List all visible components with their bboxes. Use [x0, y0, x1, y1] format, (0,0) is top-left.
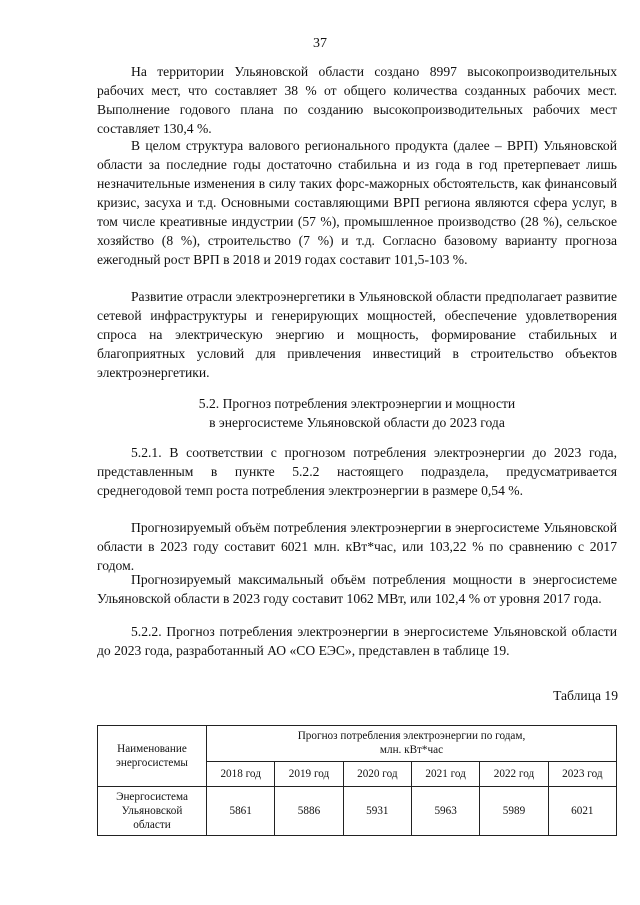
- header-forecast-line-2: млн. кВт*час: [379, 744, 444, 757]
- header-system-name: Наименование энергосистемы: [98, 726, 207, 787]
- value-2022: 5989: [480, 787, 548, 836]
- header-year-2018: 2018 год: [207, 761, 275, 786]
- forecast-table: [97, 725, 617, 836]
- header-forecast-line-1: Прогноз потребления электроэнергии по годам,: [297, 730, 526, 743]
- value-2023: 6021: [548, 787, 616, 836]
- header-year-2020: 2020 год: [343, 761, 411, 786]
- section-heading-line-2: в энергосистеме Ульяновской области до 2023 года: [209, 415, 505, 430]
- header-year-2019: 2019 год: [275, 761, 343, 786]
- value-2020: 5931: [343, 787, 411, 836]
- paragraph-5-2-1: 5.2.1. В соответствии с прогнозом потребления электроэнергии до 2023 года, представленным в пункте 5.2.2 настоящего подраздела, предусматривается среднегодовой темп роста потребления электроэнергии в размере 0,54 %.: [97, 445, 617, 498]
- header-year-2023: 2023 год: [548, 761, 616, 786]
- paragraph-grp-structure: В целом структура валового регионального продукта (далее – ВРП) Ульяновской области за последние годы достаточно стабильна и из года в год претерпевает лишь незначительные изменения в силу таких форс-мажорных обстоятельств, как финансовый кризис, засуха и т.д. Основными составляющими ВРП региона являются сфера услуг, в том числе креативные индустрии (57 %), промышленное производство (28 %), сельское хозяйство (8 %), строительство (7 %) и т.д. Согласно базовому варианту прогноза ежегодный рост ВРП в 2018 и 2019 годах составит 101,5-103 %.: [97, 138, 617, 267]
- section-heading-line-1: 5.2. Прогноз потребления электроэнергии и мощности: [198, 396, 516, 411]
- table-header-row: [98, 726, 617, 762]
- paragraph-energy-development: Развитие отрасли электроэнергетики в Ульяновской области предполагает развитие сетевой инфраструктуры и генерирующих мощностей, обеспечение удовлетворения спроса на электрическую энергию и мощность, формирование стабильных и благоприятных условий для привлечения инвестиций в строительство объектов электроэнергетики.: [97, 289, 617, 380]
- value-2021: 5963: [411, 787, 479, 836]
- row-system-name: [98, 787, 207, 836]
- section-heading: [97, 394, 617, 432]
- row-name-line-1: Энергосистема: [116, 791, 188, 803]
- paragraph-power-forecast: Прогнозируемый максимальный объём потребления мощности в энергосистеме Ульяновской области в 2023 году составит 1062 МВт, или 102,4 % от уровня 2017 года.: [97, 572, 617, 606]
- paragraph-high-productivity-jobs: На территории Ульяновской области создано 8997 высокопроизводительных рабочих мест, что составляет 38 % от общего количества созданных рабочих мест. Выполнение годового плана по созданию высокопроизводительных рабочих мест составляет 130,4 %.: [97, 64, 617, 136]
- page-number: 37: [313, 36, 327, 51]
- paragraph-5-2-2: 5.2.2. Прогноз потребления электроэнергии в энергосистеме Ульяновской области до 2023 года, разработанный АО «СО ЕЭС», представлен в таблице 19.: [97, 624, 617, 658]
- header-year-2022: 2022 год: [480, 761, 548, 786]
- value-2019: 5886: [275, 787, 343, 836]
- table-row: [98, 787, 617, 836]
- row-name-line-2: Ульяновской: [121, 805, 183, 817]
- row-name-line-3: области: [133, 819, 171, 831]
- header-forecast-group: [207, 726, 617, 762]
- value-2018: 5861: [207, 787, 275, 836]
- table-caption: Таблица 19: [553, 688, 618, 703]
- header-year-2021: 2021 год: [411, 761, 479, 786]
- paragraph-energy-volume-forecast: Прогнозируемый объём потребления электроэнергии в энергосистеме Ульяновской области в 2023 году составит 6021 млн. кВт*час, или 103,22 % по сравнению с 2017 годом.: [97, 520, 617, 573]
